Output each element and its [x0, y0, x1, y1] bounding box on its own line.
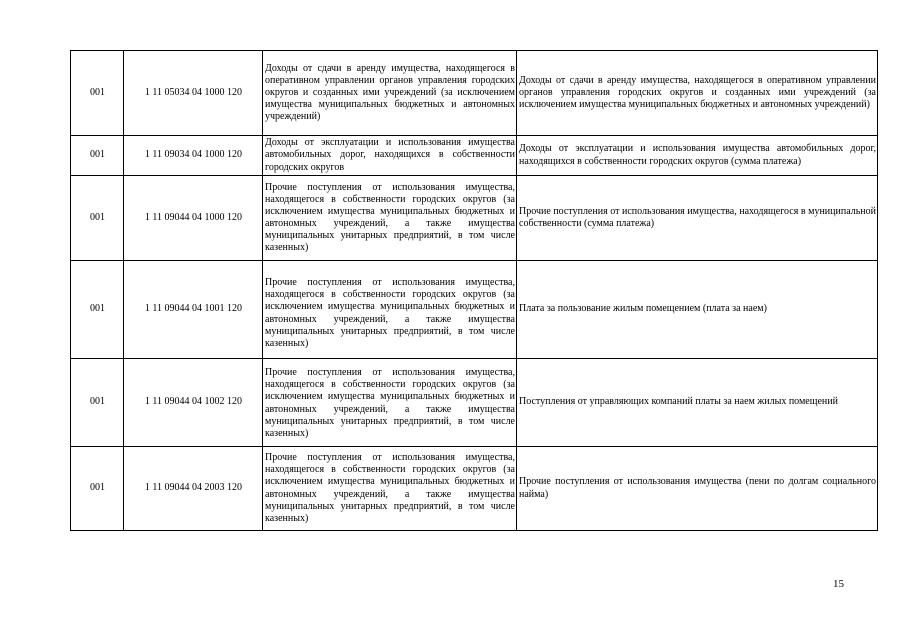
kbk-name-text: Доходы от сдачи в аренду имущества, находящегося в оперативном управлении органов управления городских округов и созданных ими учреждений (за исключением имущества муниципальных бюджетных и автономных учреждений) [265, 62, 515, 123]
table-row [71, 51, 878, 136]
table-row [71, 261, 878, 359]
kbk-name-cell [263, 447, 517, 531]
detail-name-text: Прочие поступления от использования имущества (пени по долгам социального найма) [519, 476, 876, 500]
detail-name-cell [517, 176, 878, 261]
detail-name-text: Плата за пользование жилым помещением (плата за наем) [519, 303, 767, 315]
detail-name-text: Поступления от управляющих компаний платы за наем жилых помещений [519, 396, 838, 408]
detail-name-cell [517, 136, 878, 176]
table-row [71, 359, 878, 447]
kbk-cell: 1 11 09034 04 1000 120 [124, 136, 263, 176]
kbk-cell: 1 11 05034 04 1000 120 [124, 51, 263, 136]
admin-code-cell: 001 [71, 447, 124, 531]
detail-name-cell [517, 447, 878, 531]
admin-code-cell: 001 [71, 261, 124, 359]
admin-code-cell: 001 [71, 51, 124, 136]
kbk-name-cell [263, 176, 517, 261]
detail-name-text: Доходы от эксплуатации и использования имущества автомобильных дорог, находящихся в собственности городских округов (сумма платежа) [519, 143, 876, 167]
detail-name-text: Прочие поступления от использования имущества, находящегося в муниципальной собственности (сумма платежа) [519, 205, 876, 229]
revenue-codes-table [70, 50, 878, 531]
kbk-name-cell [263, 136, 517, 176]
kbk-name-text: Прочие поступления от использования имущества, находящегося в собственности городских округов (за исключением имущества муниципальных бюджетных и автономных учреждений, а также имущества муниципальных унитарных предприятий, в том числе казенных) [265, 181, 515, 254]
detail-name-cell [517, 261, 878, 359]
page-number: 15 [833, 578, 844, 590]
kbk-cell: 1 11 09044 04 1002 120 [124, 359, 263, 447]
admin-code-cell: 001 [71, 176, 124, 261]
kbk-name-text: Прочие поступления от использования имущества, находящегося в собственности городских округов (за исключением имущества муниципальных бюджетных и автономных учреждений, а также имущества муниципальных унитарных предприятий, в том числе казенных) [265, 367, 515, 439]
kbk-name-cell [263, 359, 517, 447]
detail-name-cell [517, 359, 878, 447]
table-row [71, 447, 878, 531]
kbk-name-cell [263, 51, 517, 136]
kbk-name-text: Прочие поступления от использования имущества, находящегося в собственности городских округов (за исключением имущества муниципальных бюджетных и автономных учреждений, а также имущества муниципальных унитарных предприятий, в том числе казенных) [265, 452, 515, 524]
kbk-cell: 1 11 09044 04 1001 120 [124, 261, 263, 359]
kbk-name-text: Прочие поступления от использования имущества, находящегося в собственности городских округов (за исключением имущества муниципальных бюджетных и автономных учреждений, а также имущества муниципальных унитарных предприятий, в том числе казенных) [265, 277, 515, 349]
detail-name-cell [517, 51, 878, 136]
kbk-cell: 1 11 09044 04 1000 120 [124, 176, 263, 261]
table-row [71, 176, 878, 261]
admin-code-cell: 001 [71, 359, 124, 447]
detail-name-text: Доходы от сдачи в аренду имущества, находящегося в оперативном управлении органов управления городских округов и созданных ими учреждений (за исключением имущества муниципальных бюджетных и автономных учреждений) [519, 74, 876, 111]
kbk-name-cell [263, 261, 517, 359]
admin-code-cell: 001 [71, 136, 124, 176]
table-row [71, 136, 878, 176]
kbk-name-text: Доходы от эксплуатации и использования имущества автомобильных дорог, находящихся в собственности городских округов [265, 137, 515, 173]
kbk-cell: 1 11 09044 04 2003 120 [124, 447, 263, 531]
